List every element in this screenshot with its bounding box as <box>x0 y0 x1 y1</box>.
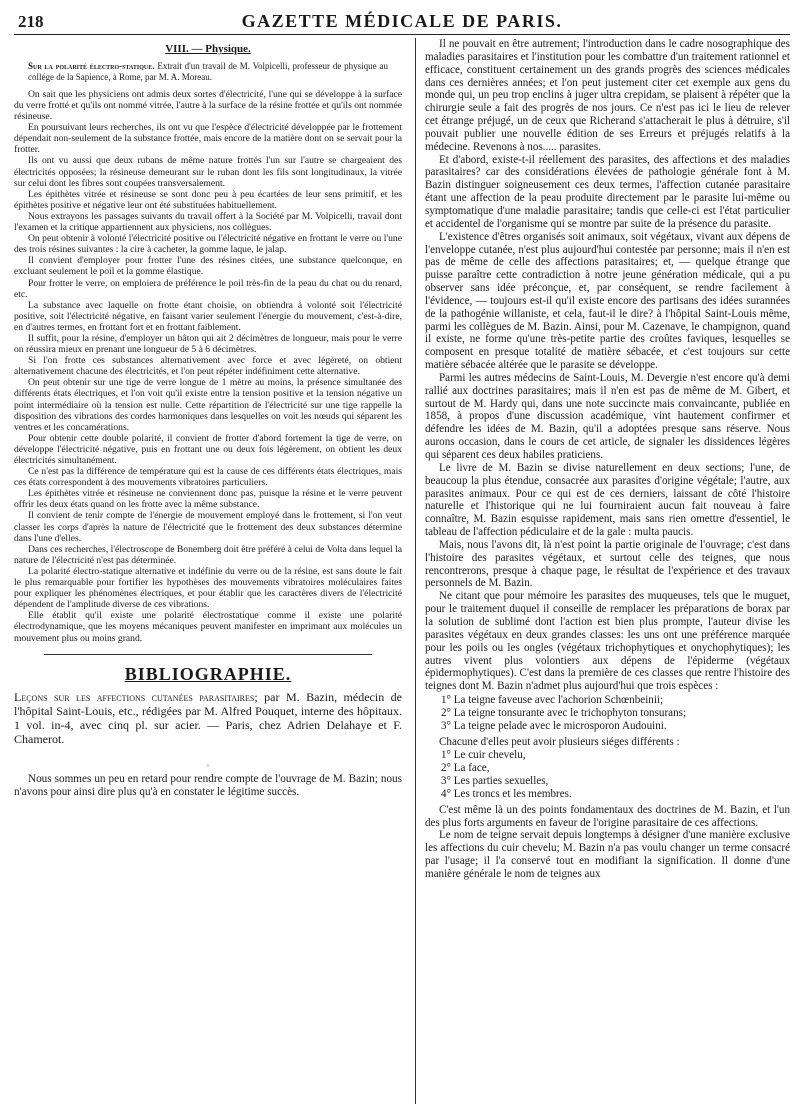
article-title: Sur la polarité électro-statique. <box>28 61 155 72</box>
column-rule <box>415 38 416 1104</box>
physics-paragraph: En poursuivant leurs recherches, ils ont vu que l'espèce d'électricité développée par le frottement dépendait non-seulement de la substance frottée, mais encore de la matière dont on se servait pour la frotter. <box>14 122 402 156</box>
ornament: ▫ <box>206 759 210 770</box>
teigne-sites-list <box>441 749 790 800</box>
review-paragraph-9: C'est même là un des points fondamentaux des doctrines de M. Bazin, et l'un des plus forts arguments en faveur de l'origine parasitaire de ces affections. <box>425 803 790 829</box>
physics-paragraph: La substance avec laquelle on frotte étant choisie, on obtiendra à volonté soit l'électricité positive, soit l'électricité négative, en faisant varier seulement l'énergie du mouvement, c'est-à-dire, en d'autres termes, en frottant fort et en frottant faiblement. <box>14 299 402 333</box>
review-paragraph-10: Le nom de teigne servait depuis longtemps à désigner d'une manière exclusive les affections du cuir chevelu; M. Bazin n'a pas voulu changer un terme consacré par l'usage; il l'a conservé tout en modifiant la signification. Il donne d'une manière générale le nom de teignes aux <box>425 829 790 880</box>
physics-paragraph: La polarité électro-statique alternative et indéfinie du verre ou de la résine, est sans doute le fait le plus remarquable pour fortifier les hypothèses des mouvements vibratoires moléculaires faites pour expliquer les phénomènes électriques, et pour établir que les caractères divers de l'électricité dépendent de l'amplitude diverse de ces vibrations. <box>14 565 402 611</box>
physics-paragraph: Pour obtenir cette double polarité, il convient de frotter d'abord fortement la tige de verre, on développe l'électricité négative, puis en frottant une ou deux fois légèrement, on obtient les deux électricités simultanément. <box>14 432 402 466</box>
bibliography-paragraph: Nous sommes un peu en retard pour rendre compte de l'ouvrage de M. Bazin; nous n'avons pour ainsi dire plus qu'à en constater le légitime succès. <box>14 772 402 798</box>
review-paragraph-4: Parmi les autres médecins de Saint-Louis, M. Devergie n'est encore qu'à demi rallié aux doctrines parasitaires; mais il n'en est pas de même de M. Gibert, et surtout de M. Hardy qui, dans une note succincte mais convaincante, publiée en 1858, à propos d'une discussion académique, vint hautement confirmer et défendre les idées de M. Bazin, qu'il a adoptées presque sans réserve. Nous aurons occasion, dans le cours de cet article, de signaler les dissidences légères qui séparent ces deux habiles praticiens. <box>425 371 790 461</box>
physics-paragraph: Si l'on frotte ces substances alternativement avec force et avec légèreté, on obtient alternativement chacune des électricités, et l'on peut répéter indéfiniment cette alternative. <box>14 355 402 378</box>
bibliography-book-title: Leçons sur les affections cutanées parasitaires; <box>14 689 258 704</box>
physics-paragraph: Il convient de tenir compte de l'énergie de mouvement employé dans le frottement, si l'on veut classer les corps d'après la nature de l'électricité que le frottement des deux substances détermine dans l'une d'elles. <box>14 510 402 544</box>
physics-paragraph: Pour frotter le verre, on emploiera de préférence le poil très-fin de la peau du chat ou du renard, etc. <box>14 277 402 300</box>
right-column <box>421 38 790 1104</box>
site-list-item: 1° Le cuir chevelu, <box>441 749 526 762</box>
review-paragraph-1: Il ne pouvait en être autrement; l'introduction dans le cadre nosographique des maladies parasitaires et l'institution pour les combattre d'un traitement rationnel et efficace, constituent certainement un des grands progrès des sciences médicales dans ces dernières années; et l'on peut justement citer cet exemple aux gens du monde qui, un peu trop enclins à juger ultra crepidam, se plaisent à répéter que la chirurgie seule a fait des progrès de nos jours. Ce n'est pas ici le lieu de relever cet étrange préjugé, un de ceux que Richerand s'attacherait le plus à détruire, s'il pouvait publier une nouvelle édition de ses Erreurs et préjugés relatifs à la médecine. Revenons à nos..... parasites. <box>425 38 790 153</box>
teigne-species-list <box>441 694 790 733</box>
left-column <box>14 38 410 1104</box>
physics-paragraph: Dans ces recherches, l'électroscope de Bonemberg doit être préféré à celui de Volta dans lequel la nature de l'électricité n'est pas déterminée. <box>14 543 402 566</box>
physics-paragraph: Ce n'est pas la différence de température qui est la cause de ces différents états électriques, mais ces états correspondent à des mouvements vibratoires particuliers. <box>14 466 402 489</box>
physics-paragraph: Il convient d'employer pour frotter l'une des résines citées, une substance quelconque, en excluant seulement le poil et la gomme élastique. <box>14 255 402 278</box>
physics-paragraph: Les épithètes vitrée et résineuse se sont donc peu à peu écartées de leur sens primitif, et les épithètes positive et négative leur ont été substituées habituellement. <box>14 188 402 211</box>
species-list-item: 3° La teigne pelade avec le microsporon Audouini. <box>441 719 667 732</box>
physics-paragraph: Elle établit qu'il existe une polarité électrostatique comme il existe une polarité électrodynamique, que les moyens mécaniques peuvent manifester en imprimant aux molécules un mouvement plus ou moins grand. <box>14 610 402 644</box>
bibliography-heading: BIBLIOGRAPHIE. <box>124 663 292 684</box>
review-paragraph-5: Le livre de M. Bazin se divise naturellement en deux sections; l'une, de beaucoup la plus étendue, consacrée aux parasites d'origine végétale; l'autre, aux parasites animaux. Pour ce qui est de ces derniers, laissant de côté l'histoire naturelle et l'historique qui ne lui fourniraient aucun fait nouveau à faire connaître, M. Bazin esquisse rapidement, mais sans rien omettre d'essentiel, le tableau de l'affection pédiculaire et de la gale : multa paucis. <box>425 461 790 539</box>
page-number: 218 <box>18 12 44 31</box>
section-title: VIII. — Physique. <box>165 43 251 55</box>
review-paragraph-7: Ne citant que pour mémoire les parasites des muqueuses, tels que le muguet, pour le traitement duquel il conseille de remplacer les préparations de borax par la solution de sublimé dont l'action est bien plus prompte, l'auteur divise les parasites végétaux en deux grandes classes: les uns ont une préférence marquée pour les poils ou les ongles (végétaux trichophytiques et onychophytiques); les autres vivent plus volontiers aux dépens de l'épiderme (végétaux épidermophytiques). C'est dans la première de ces classes que rentre l'histoire des teignes dont M. Bazin n'admet plus aujourd'hui que trois espèces : <box>425 590 790 693</box>
physics-paragraph: On peut obtenir sur une tige de verre longue de 1 mètre au moins, la présence simultanée des différents états électriques, et l'on voit qu'il existe entre la tension positive et la tension négative un point intermédiaire où la tension est nulle. Cette répartition de l'électricité sur une tige rappelle la disposition des vibrations des cordes harmoniques dans lesquelles on voit les nœuds qui séparent les ventres et les concamérations. <box>14 377 402 433</box>
site-list-item: 4° Les troncs et les membres. <box>441 787 572 800</box>
species-list-item: 2° La teigne tonsurante avec le trichophyton tonsurans; <box>441 706 687 719</box>
site-list-item: 3° Les parties sexuelles, <box>441 775 549 788</box>
site-list-item: 2° La face, <box>441 762 490 775</box>
physics-paragraph: On sait que les physiciens ont admis deux sortes d'électricité, l'une qui se développe à la surface du verre frotté et qu'ils ont nommé vitrée, l'autre à la surface de la résine frottée et qu'ils ont nommée résineuse. <box>14 88 402 123</box>
page-header <box>14 6 790 35</box>
article-byline: Extrait d'un travail de M. Volpicelli, professeur de physique au collége de la Sapience, à Rome, par M. A. Moreau. <box>28 61 388 82</box>
bibliography-book-details: par M. Bazin, médecin de l'hôpital Saint-Louis, etc., rédigées par M. Alfred Pouquet, interne des hôpitaux. 1 vol. in-4, avec cinq pl. sur acier. — Paris, chez Adrien Delahaye et F. Chamerot. <box>14 689 402 746</box>
physics-paragraph: On peut obtenir à volonté l'électricité positive ou l'électricité négative en frottant le verre ou l'une des trois résines suivantes : la cire à cacheter, la gomme laque, le jalap. <box>14 233 402 256</box>
physics-paragraph: Les épithètes vitrée et résineuse ne conviennent donc pas, puisque la résine et le verre peuvent offrir les deux états quand on les frotte avec la même substance. <box>14 488 402 511</box>
review-paragraph-3: L'existence d'êtres organisés soit animaux, soit végétaux, vivant aux dépens de l'enveloppe cutanée, n'est plus aujourd'hui contestée par personne; mais il n'en est pas de même de celle des affections parasitaires; et, — quelque étrange que puisse paraître cette contradiction à notre jeune génération médicale, qui a pu observer sans idée préconçue, et, par conséquent, se rendre facilement à l'évidence, — toujours est-il qu'il existe encore des partisans des idées surannées de la pathogénie willaniste, et cela, faut-il le dire? à l'hôpital Saint-Louis même, parmi les collègues de M. Bazin. Ainsi, pour M. Cazenave, le champignon, quand il existe, ne forme qu'une très-petite partie des croûtes faviques, lesquelles se composent en presque totalité de matière sébacée, et c'est toujours sur cette matière sébacée altérée que le parasite se développe. <box>425 230 790 372</box>
physics-paragraph: Nous extrayons les passages suivants du travail offert à la Société par M. Volpicelli, travail dont l'examen et la critique appartiennent aux physiciens, nos collègues. <box>14 210 402 234</box>
physics-paragraph: Il suffit, pour la résine, d'employer un bâton qui ait 2 décimètres de longueur, mais pour le verre on réussira mieux en prenant une longueur de 5 à 6 décimètres. <box>14 332 402 356</box>
review-paragraph-8: Chacune d'elles peut avoir plusieurs siéges différents : <box>439 735 680 748</box>
physics-paragraph: Ils ont vu aussi que deux rubans de même nature frottés l'un sur l'autre se chargeaient des électricités opposées; la résineuse demeurant sur le ruban dont les fils sont longitudinaux, la vitrée sur celui dont les fibres sont coupées transversalement. <box>14 155 402 189</box>
physics-article-body <box>14 89 402 644</box>
article-lead <box>14 61 402 82</box>
species-list-item: 1° La teigne faveuse avec l'achorion Schœnbeinii; <box>441 694 664 707</box>
running-title: GAZETTE MÉDICALE DE PARIS. <box>241 11 563 31</box>
review-paragraph-6: Mais, nous l'avons dit, là n'est point la partie originale de l'ouvrage; c'est dans l'histoire des parasites végétaux, et surtout celle des teignes, que nous rencontrerons, presque à chaque page, le résultat de l'expérience et des travaux personnels de M. Bazin. <box>425 538 790 590</box>
section-divider <box>44 654 372 655</box>
columns <box>14 38 790 1104</box>
review-paragraph-2: Et d'abord, existe-t-il réellement des parasites, des affections et des maladies parasitaires? car des considérations élevées de pathologie générale font à M. Bazin distinguer soigneusement ces deux termes, l'affection cutanée parasitaire étant une affection de la peau produite directement par le parasite lui-même ou symptomatique d'une maladie parasitaire; tandis que celle-ci est l'état particulier et accidentel de l'organisme qui se montre par suite de la présence du parasite. <box>425 153 790 230</box>
bibliography-entry <box>14 690 402 746</box>
